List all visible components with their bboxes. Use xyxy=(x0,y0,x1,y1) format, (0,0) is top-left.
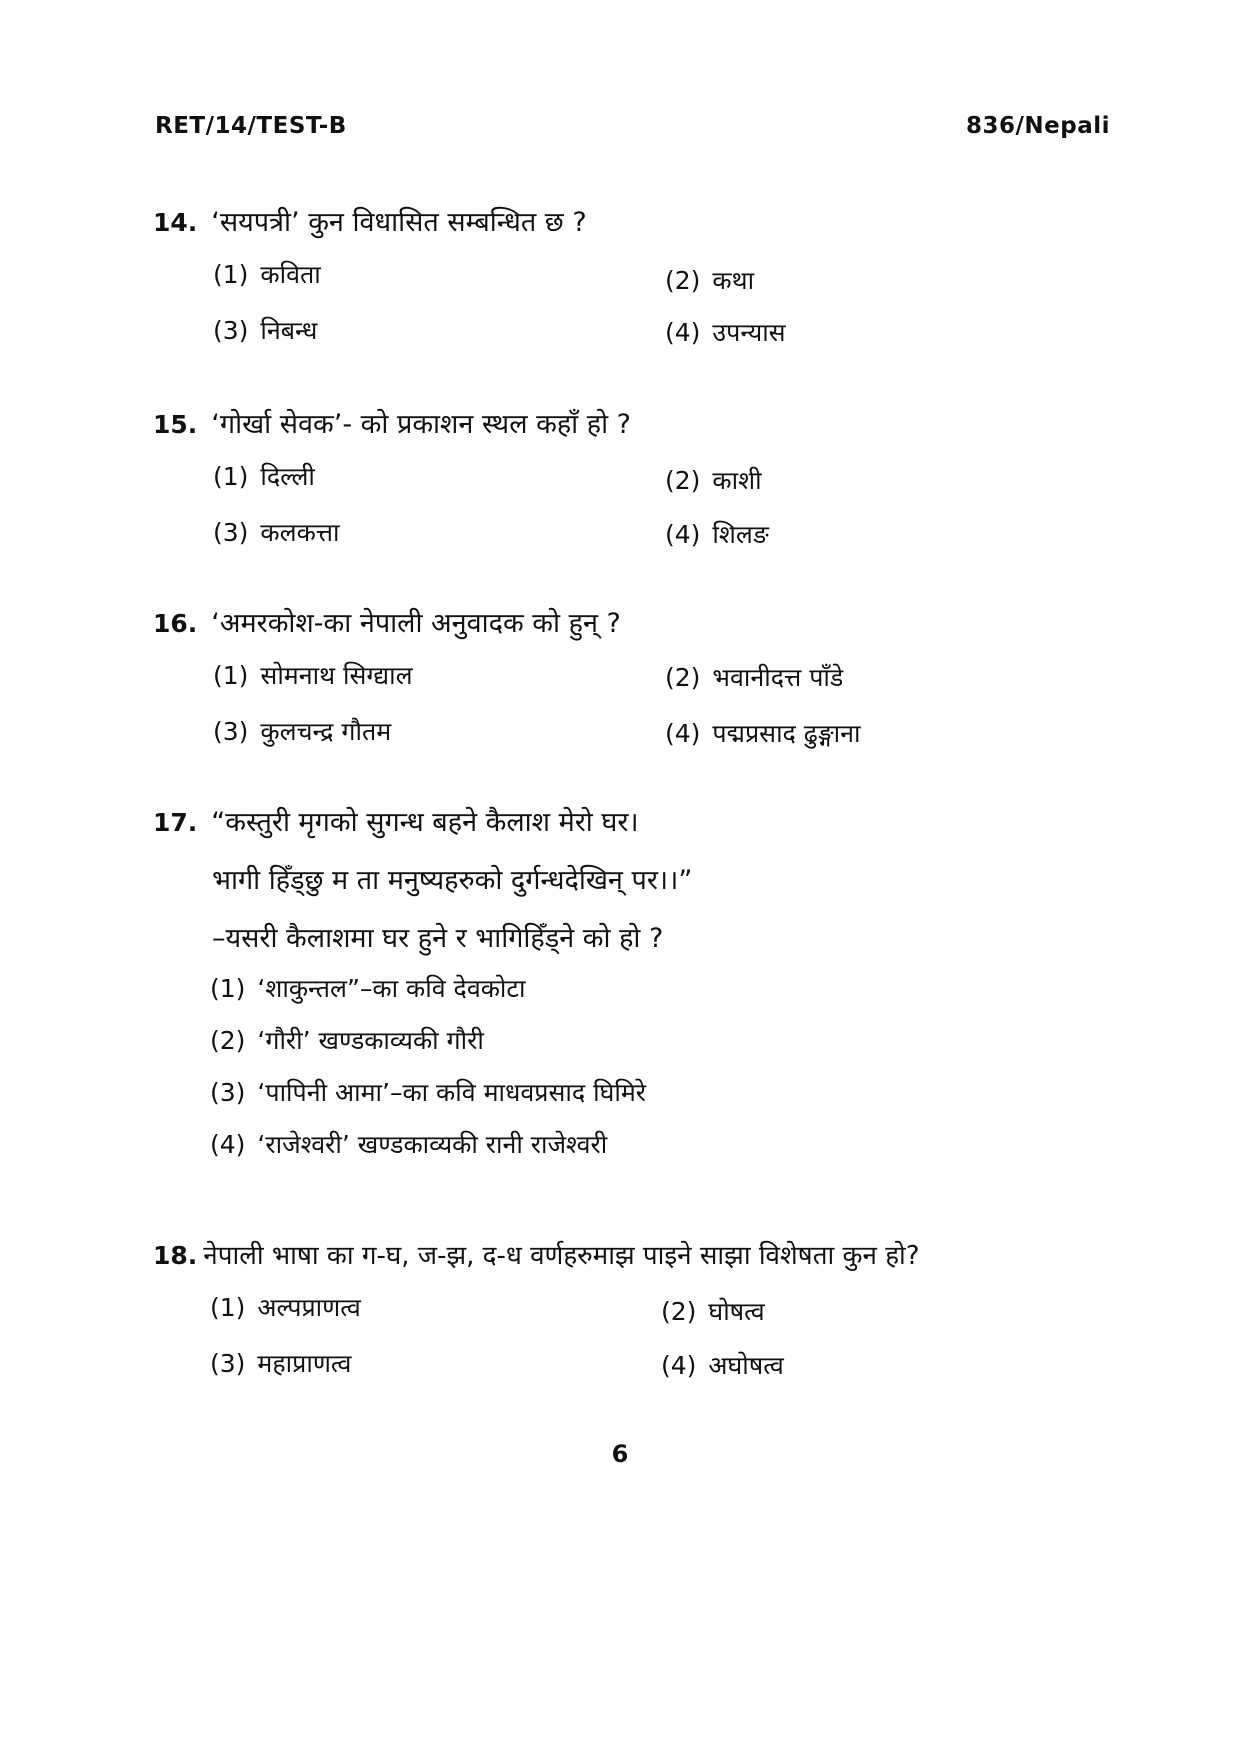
option-3: (3) कुलचन्द्र गौतम xyxy=(213,717,392,746)
option-2: (2) घोषत्व xyxy=(661,1297,765,1326)
question-number: 15. xyxy=(153,410,198,439)
question-number: 18. xyxy=(153,1241,198,1270)
question-text-line-2: भागी हिँड्छु म ता मनुष्यहरुको दुर्गन्धदेखिन् पर।।” xyxy=(212,865,693,896)
question-16 xyxy=(153,604,1113,768)
option-3: (3) कलकत्ता xyxy=(213,518,340,547)
question-15 xyxy=(153,405,1113,569)
option-1: (1) ‘शाकुन्तल”–का कवि देवकोटा xyxy=(210,974,526,1003)
option-4: (4) उपन्यास xyxy=(665,318,786,347)
question-text: ‘अमरकोश-का नेपाली अनुवादक को हुन् ? xyxy=(211,608,621,639)
option-4: (4) पद्मप्रसाद ढुङ्गाना xyxy=(665,719,861,748)
option-4: (4) शिलङ xyxy=(665,520,769,549)
option-grid xyxy=(153,1288,1113,1400)
option-1: (1) कविता xyxy=(213,260,321,289)
option-2: (2) ‘गौरी’ खण्डकाव्यकी गौरी xyxy=(210,1026,484,1055)
question-number: 17. xyxy=(153,808,198,837)
question-number: 14. xyxy=(153,208,198,237)
option-4: (4) ‘राजेश्वरी’ खण्डकाव्यकी रानी राजेश्वरी xyxy=(210,1130,608,1159)
option-4: (4) अघोषत्व xyxy=(661,1351,784,1380)
option-grid xyxy=(153,255,1113,367)
question-18 xyxy=(153,1236,1113,1400)
option-grid xyxy=(153,457,1113,569)
subject-code: 836/Nepali xyxy=(965,113,1110,139)
option-3: (3) निबन्ध xyxy=(213,316,318,345)
option-2: (2) कथा xyxy=(665,266,755,295)
option-list xyxy=(153,969,1113,1177)
question-text: नेपाली भाषा का ग-घ, ज-झ, द-ध वर्णहरुमाझ पाइने साझा विशेषता कुन हो? xyxy=(203,1241,920,1271)
question-text-line-1: “कस्तुरी मृगको सुगन्ध बहने कैलाश मेरो घर। xyxy=(211,807,639,838)
question-number: 16. xyxy=(153,609,198,638)
option-1: (1) दिल्ली xyxy=(213,462,315,491)
question-text-line-3: –यसरी कैलाशमा घर हुने र भागिहिँड्ने को हो ? xyxy=(212,923,664,954)
option-grid xyxy=(153,656,1113,768)
option-3: (3) महाप्राणत्व xyxy=(210,1349,352,1378)
option-3: (3) ‘पापिनी आमा’–का कवि माधवप्रसाद घिमिरे xyxy=(210,1078,647,1107)
option-2: (2) काशी xyxy=(665,466,762,495)
option-1: (1) अल्पप्राणत्व xyxy=(210,1293,361,1322)
option-1: (1) सोमनाथ सिग्द्याल xyxy=(213,661,413,690)
paper-code: RET/14/TEST-B xyxy=(155,113,347,139)
page-number: 6 xyxy=(611,1440,629,1468)
question-text: ‘सयपत्री’ कुन विधासित सम्बन्धित छ ? xyxy=(211,207,587,238)
question-14 xyxy=(153,203,1113,367)
question-text: ‘गोर्खा सेवक’- को प्रकाशन स्थल कहाँ हो ? xyxy=(211,409,631,440)
question-17 xyxy=(153,803,1113,1177)
option-2: (2) भवानीदत्त पाँडे xyxy=(665,663,844,692)
